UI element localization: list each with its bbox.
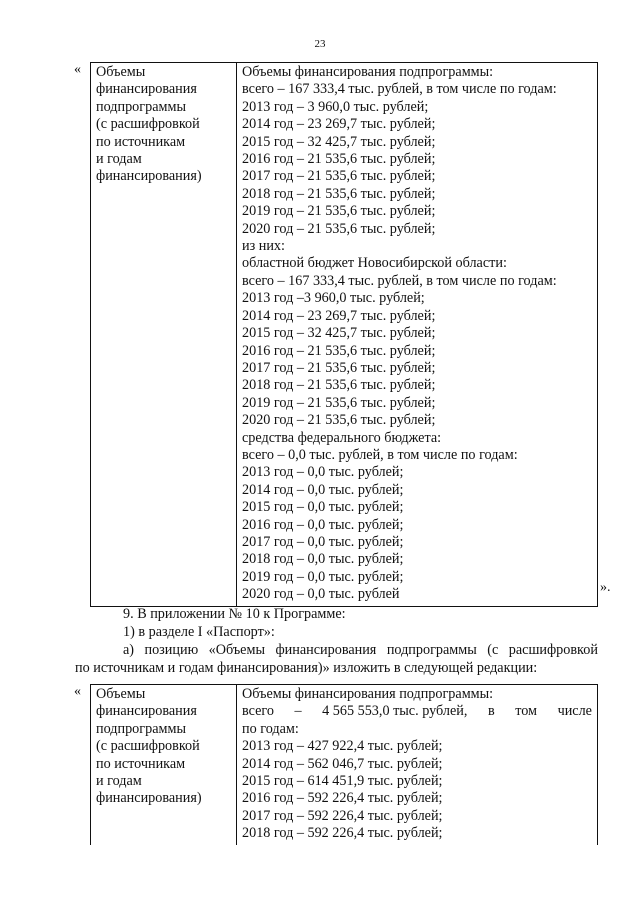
value-line: Объемы финансирования подпрограммы: xyxy=(242,64,494,80)
value-line: 2016 год – 21 535,6 тыс. рублей; xyxy=(242,151,436,168)
paragraph-position-line2: по источникам и годам финансирования)» изложить в следующей редакции: xyxy=(75,660,538,676)
value-line: 2018 год – 592 226,4 тыс. рублей; xyxy=(242,825,443,842)
opening-quote-2: « xyxy=(74,684,81,699)
value-line: 2015 год – 32 425,7 тыс. рублей; xyxy=(242,325,436,342)
value-line: 2017 год – 0,0 тыс. рублей; xyxy=(242,533,404,550)
value-line: из них: xyxy=(242,238,285,255)
word: (с xyxy=(487,642,499,658)
value-line: 2014 год – 23 269,7 тыс. рублей; xyxy=(242,116,436,133)
label-line: финансирования) xyxy=(96,790,202,807)
word: расшифровкой xyxy=(508,642,598,658)
label-lines xyxy=(96,686,231,808)
word: позицию xyxy=(144,642,199,658)
label-line: финансирования xyxy=(96,81,197,98)
label-line: финансирования xyxy=(96,703,197,720)
label-line: и годам xyxy=(96,151,142,168)
word: том xyxy=(515,703,538,720)
value-line: 2015 год – 32 425,7 тыс. рублей; xyxy=(242,133,436,150)
label-cell xyxy=(91,685,237,845)
word: – xyxy=(294,703,302,720)
word: 4 565 553,0 тыс. рублей, xyxy=(322,703,468,720)
word: числе xyxy=(557,703,592,720)
table-row xyxy=(91,685,598,845)
value-line: 2013 год – 0,0 тыс. рублей; xyxy=(242,464,404,481)
label-line: и годам xyxy=(96,773,142,790)
value-total-line xyxy=(242,703,592,720)
word: всего xyxy=(242,703,274,720)
value-line: областной бюджет Новосибирской области: xyxy=(242,255,507,272)
word: в xyxy=(487,703,495,720)
value-line: 2016 год – 21 535,6 тыс. рублей; xyxy=(242,342,436,359)
value-line: 2014 год – 562 046,7 тыс. рублей; xyxy=(242,755,443,772)
label-line: по источникам xyxy=(96,755,186,772)
label-line: по источникам xyxy=(96,133,186,150)
word: а) xyxy=(123,642,135,658)
value-line: средства федерального бюджета: xyxy=(242,429,442,446)
value-line: 2013 год –3 960,0 тыс. рублей; xyxy=(242,290,425,307)
value-line: 2018 год – 0,0 тыс. рублей; xyxy=(242,551,404,568)
value-line: 2014 год – 23 269,7 тыс. рублей; xyxy=(242,307,436,324)
paragraph-section-1: 1) в разделе I «Паспорт»: xyxy=(123,624,275,640)
label-line: подпрограммы xyxy=(96,98,186,115)
value-line: 2016 год – 0,0 тыс. рублей; xyxy=(242,516,404,533)
label-lines xyxy=(96,64,231,186)
label-line: (с расшифровкой xyxy=(96,738,200,755)
label-cell xyxy=(91,63,237,607)
value-cell xyxy=(237,685,598,845)
value-line: 2019 год – 0,0 тыс. рублей; xyxy=(242,568,404,585)
closing-quote: ». xyxy=(600,580,611,595)
label-line: подпрограммы xyxy=(96,720,186,737)
label-line: (с расшифровкой xyxy=(96,116,200,133)
funding-table-2 xyxy=(90,684,598,845)
label-line: Объемы xyxy=(96,64,146,80)
paragraph-position-line1 xyxy=(123,641,598,659)
opening-quote: « xyxy=(74,62,81,77)
funding-table-1 xyxy=(90,62,598,607)
value-line: 2020 год – 0,0 тыс. рублей xyxy=(242,586,400,603)
value-line: 2014 год – 0,0 тыс. рублей; xyxy=(242,481,404,498)
value-line: по годам: xyxy=(242,720,299,737)
value-line: 2015 год – 614 451,9 тыс. рублей; xyxy=(242,773,443,790)
value-line: 2017 год – 21 535,6 тыс. рублей; xyxy=(242,168,436,185)
value-cell xyxy=(237,63,598,607)
value-line: 2013 год – 3 960,0 тыс. рублей; xyxy=(242,98,429,115)
value-lines xyxy=(242,721,592,843)
word: финансирования xyxy=(275,642,377,658)
value-line: 2018 год – 21 535,6 тыс. рублей; xyxy=(242,377,436,394)
value-line: 2017 год – 592 226,4 тыс. рублей; xyxy=(242,807,443,824)
value-line: всего – 167 333,4 тыс. рублей, в том числе по годам: xyxy=(242,81,557,98)
label-line: Объемы xyxy=(96,686,146,702)
label-line: финансирования) xyxy=(96,168,202,185)
value-line: 2019 год – 21 535,6 тыс. рублей; xyxy=(242,394,436,411)
word: подпрограммы xyxy=(386,642,477,658)
value-line: 2018 год – 21 535,6 тыс. рублей; xyxy=(242,185,436,202)
page-number: 23 xyxy=(314,38,326,50)
value-lines xyxy=(242,64,592,604)
paragraph-item-9: 9. В приложении № 10 к Программе: xyxy=(123,606,346,622)
value-line: 2020 год – 21 535,6 тыс. рублей; xyxy=(242,412,436,429)
word: «Объемы xyxy=(208,642,265,658)
table-row xyxy=(91,63,598,607)
value-line: 2017 год – 21 535,6 тыс. рублей; xyxy=(242,359,436,376)
value-line: 2020 год – 21 535,6 тыс. рублей; xyxy=(242,220,436,237)
value-line: всего – 167 333,4 тыс. рублей, в том числе по годам: xyxy=(242,272,557,289)
value-line: 2013 год – 427 922,4 тыс. рублей; xyxy=(242,738,443,755)
value-line: 2015 год – 0,0 тыс. рублей; xyxy=(242,499,404,516)
value-line: всего – 0,0 тыс. рублей, в том числе по годам: xyxy=(242,446,518,463)
value-line: Объемы финансирования подпрограммы: xyxy=(242,686,494,702)
value-line: 2019 год – 21 535,6 тыс. рублей; xyxy=(242,203,436,220)
value-line: 2016 год – 592 226,4 тыс. рублей; xyxy=(242,790,443,807)
